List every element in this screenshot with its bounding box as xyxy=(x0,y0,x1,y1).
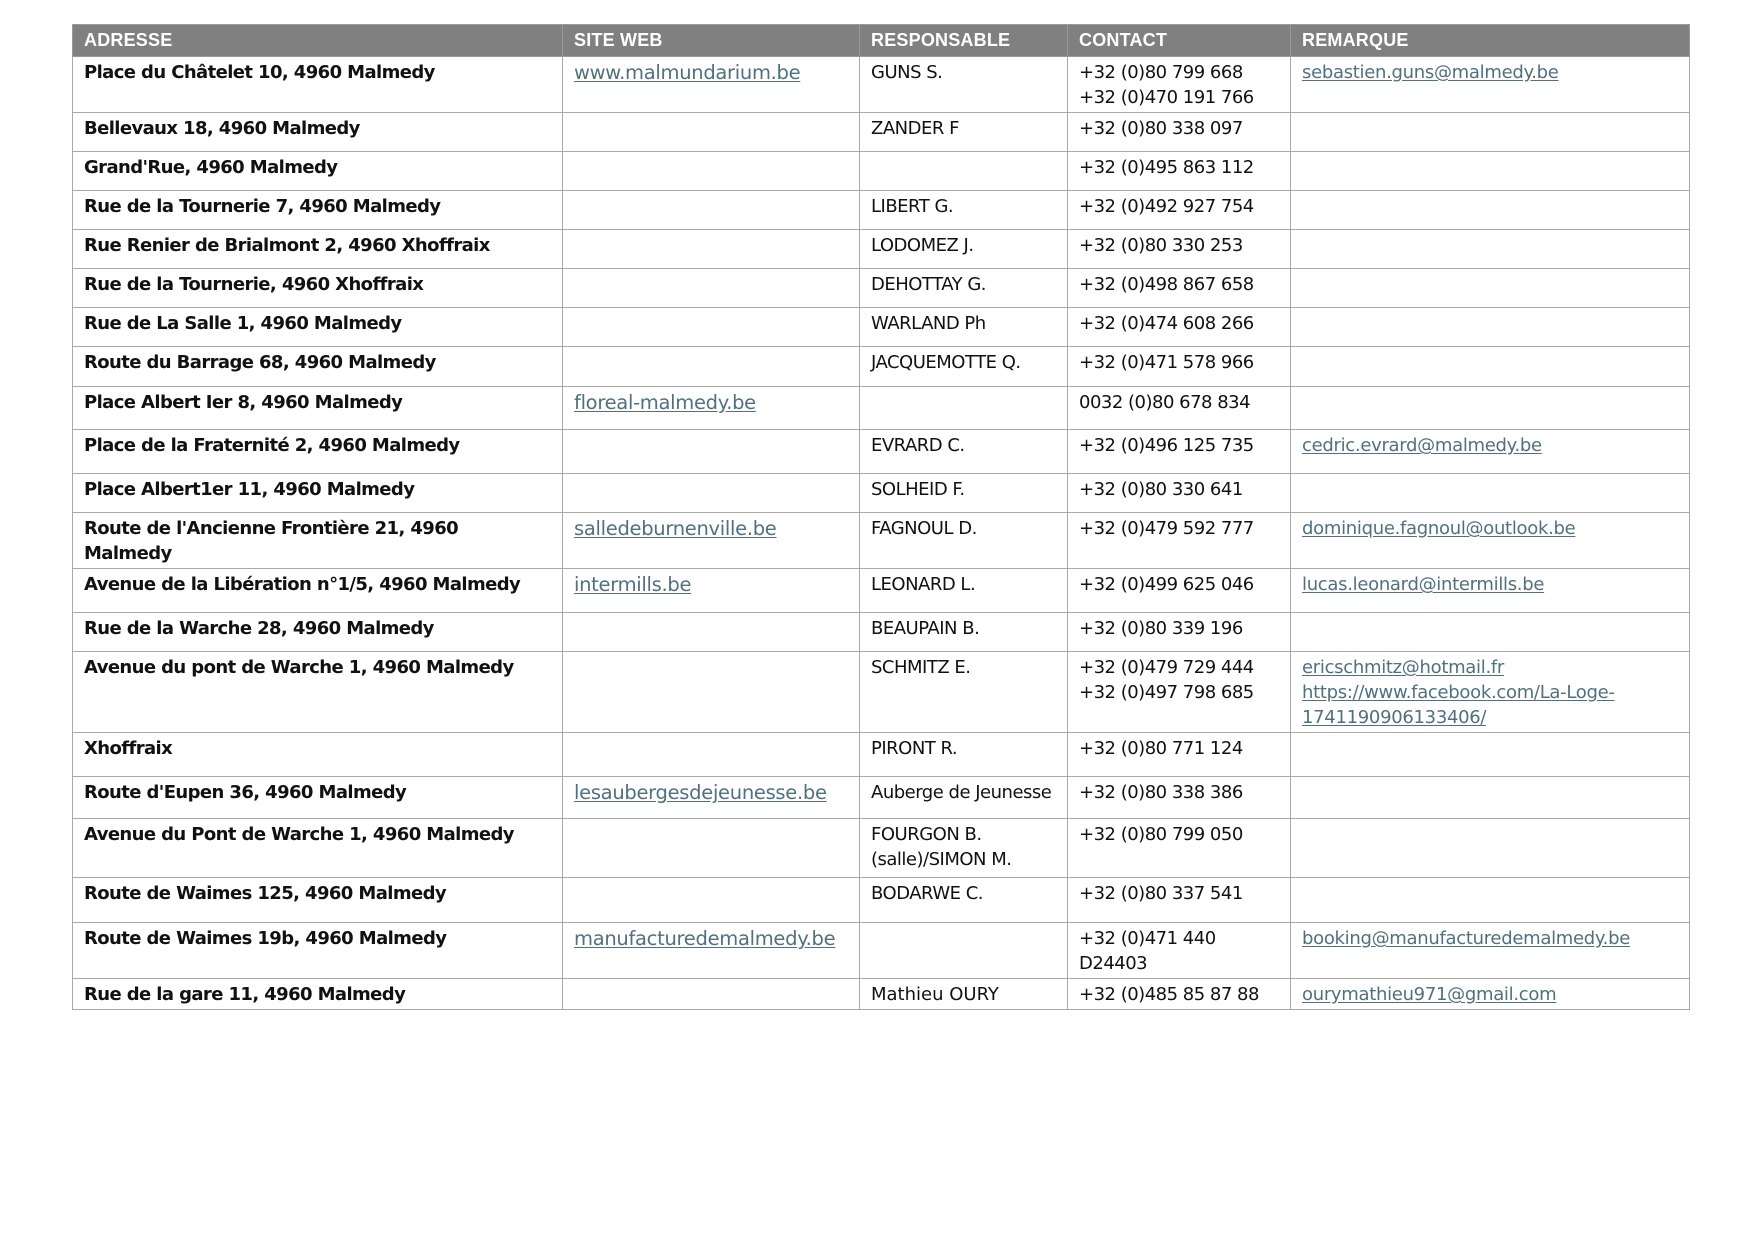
website-cell xyxy=(563,113,860,152)
table-row xyxy=(73,652,1690,733)
table-row xyxy=(73,113,1690,152)
email-link[interactable]: booking@manufacturedemalmedy.be xyxy=(1302,928,1631,949)
phone-number: +32 (0)80 339 196 xyxy=(1079,618,1243,639)
table-row xyxy=(73,474,1690,513)
table-row xyxy=(73,269,1690,308)
manager-cell xyxy=(860,152,1068,191)
table-row xyxy=(73,191,1690,230)
table-row xyxy=(73,513,1690,569)
address-cell: Rue de la Tournerie 7, 4960 Malmedy xyxy=(73,191,563,230)
contact-cell xyxy=(1068,923,1291,979)
remark-cell xyxy=(1291,152,1690,191)
phone-number: +32 (0)479 592 777 xyxy=(1079,518,1254,539)
remark-cell xyxy=(1291,347,1690,387)
remark-cell xyxy=(1291,733,1690,777)
remark-cell xyxy=(1291,569,1690,613)
table-row xyxy=(73,733,1690,777)
website-cell xyxy=(563,979,860,1010)
table-row xyxy=(73,819,1690,878)
manager-cell: SOLHEID F. xyxy=(860,474,1068,513)
website-cell xyxy=(563,230,860,269)
address-cell: Rue Renier de Brialmont 2, 4960 Xhoffraix xyxy=(73,230,563,269)
manager-cell xyxy=(860,387,1068,430)
table-row xyxy=(73,430,1690,474)
facebook-link[interactable]: https://www.facebook.com/La-Loge- xyxy=(1302,682,1615,703)
contact-cell xyxy=(1068,347,1291,387)
phone-number: +32 (0)497 798 685 xyxy=(1079,682,1254,703)
table-row xyxy=(73,387,1690,430)
website-cell xyxy=(563,923,860,979)
table-row xyxy=(73,569,1690,613)
table-row xyxy=(73,347,1690,387)
website-cell xyxy=(563,347,860,387)
header-contact: CONTACT xyxy=(1068,25,1291,57)
remark-cell xyxy=(1291,777,1690,819)
phone-number: +32 (0)485 85 87 88 xyxy=(1079,984,1259,1005)
phone-number: +32 (0)499 625 046 xyxy=(1079,574,1254,595)
website-link[interactable]: lesaubergesdejeunesse.be xyxy=(574,781,827,804)
phone-number: +32 (0)496 125 735 xyxy=(1079,435,1254,456)
manager-cell xyxy=(860,923,1068,979)
manager-cell: BODARWE C. xyxy=(860,878,1068,923)
address-cell: Avenue du Pont de Warche 1, 4960 Malmedy xyxy=(73,819,563,878)
website-cell xyxy=(563,430,860,474)
address-cell: Grand'Rue, 4960 Malmedy xyxy=(73,152,563,191)
manager-cell: Auberge de Jeunesse xyxy=(860,777,1068,819)
remark-cell xyxy=(1291,230,1690,269)
contact-cell xyxy=(1068,777,1291,819)
table-header-row xyxy=(73,25,1690,57)
phone-number: +32 (0)470 191 766 xyxy=(1079,87,1254,108)
contact-cell xyxy=(1068,430,1291,474)
address-cell: Bellevaux 18, 4960 Malmedy xyxy=(73,113,563,152)
phone-number: +32 (0)471 440 D24403 xyxy=(1079,928,1216,974)
remark-cell xyxy=(1291,979,1690,1010)
remark-cell xyxy=(1291,513,1690,569)
website-link[interactable]: intermills.be xyxy=(574,573,692,596)
website-cell xyxy=(563,57,860,113)
header-website: SITE WEB xyxy=(563,25,860,57)
contact-cell xyxy=(1068,979,1291,1010)
website-cell xyxy=(563,191,860,230)
address-cell: Place du Châtelet 10, 4960 Malmedy xyxy=(73,57,563,113)
email-link[interactable]: cedric.evrard@malmedy.be xyxy=(1302,435,1542,456)
address-cell: Xhoffraix xyxy=(73,733,563,777)
table-row xyxy=(73,230,1690,269)
facebook-link-continued[interactable]: 1741190906133406/ xyxy=(1302,707,1487,728)
manager-cell xyxy=(860,819,1068,878)
remark-cell xyxy=(1291,387,1690,430)
contact-cell xyxy=(1068,569,1291,613)
manager-cell: WARLAND Ph xyxy=(860,308,1068,347)
manager-cell: SCHMITZ E. xyxy=(860,652,1068,733)
website-link[interactable]: manufacturedemalmedy.be xyxy=(574,927,836,950)
contact-cell xyxy=(1068,652,1291,733)
address-cell: Route du Barrage 68, 4960 Malmedy xyxy=(73,347,563,387)
manager-cell: LODOMEZ J. xyxy=(860,230,1068,269)
address-cell: Rue de la gare 11, 4960 Malmedy xyxy=(73,979,563,1010)
address-cell: Route de Waimes 125, 4960 Malmedy xyxy=(73,878,563,923)
website-cell xyxy=(563,878,860,923)
remark-cell xyxy=(1291,652,1690,733)
contact-cell xyxy=(1068,387,1291,430)
email-link[interactable]: ericschmitz@hotmail.fr xyxy=(1302,657,1504,678)
phone-number: +32 (0)80 338 386 xyxy=(1079,782,1243,803)
manager-cell: PIRONT R. xyxy=(860,733,1068,777)
website-cell xyxy=(563,819,860,878)
address-cell: Rue de La Salle 1, 4960 Malmedy xyxy=(73,308,563,347)
phone-number: 0032 (0)80 678 834 xyxy=(1079,392,1251,413)
phone-number: +32 (0)80 330 253 xyxy=(1079,235,1243,256)
address-cell: Avenue du pont de Warche 1, 4960 Malmedy xyxy=(73,652,563,733)
address-cell: Rue de la Warche 28, 4960 Malmedy xyxy=(73,613,563,652)
manager-cell: LEONARD L. xyxy=(860,569,1068,613)
manager-name: FOURGON B. xyxy=(871,824,982,845)
address-cell: Route de l'Ancienne Frontière 21, 4960 Malmedy xyxy=(73,513,563,569)
remark-cell xyxy=(1291,923,1690,979)
contact-cell xyxy=(1068,819,1291,878)
phone-number: +32 (0)495 863 112 xyxy=(1079,157,1254,178)
manager-cell: ZANDER F xyxy=(860,113,1068,152)
manager-cell: JACQUEMOTTE Q. xyxy=(860,347,1068,387)
contact-cell xyxy=(1068,733,1291,777)
website-cell xyxy=(563,613,860,652)
table-row xyxy=(73,923,1690,979)
website-cell xyxy=(563,474,860,513)
email-link[interactable]: sebastien.guns@malmedy.be xyxy=(1302,62,1559,83)
remark-cell xyxy=(1291,57,1690,113)
contact-cell xyxy=(1068,191,1291,230)
remark-cell xyxy=(1291,819,1690,878)
table-row xyxy=(73,878,1690,923)
contact-cell xyxy=(1068,230,1291,269)
website-cell xyxy=(563,652,860,733)
remark-cell xyxy=(1291,269,1690,308)
website-cell xyxy=(563,269,860,308)
manager-cell: LIBERT G. xyxy=(860,191,1068,230)
manager-cell: BEAUPAIN B. xyxy=(860,613,1068,652)
website-cell xyxy=(563,152,860,191)
website-link[interactable]: floreal-malmedy.be xyxy=(574,391,756,414)
contact-cell xyxy=(1068,308,1291,347)
contact-cell xyxy=(1068,474,1291,513)
table-row xyxy=(73,57,1690,113)
contact-cell xyxy=(1068,513,1291,569)
contact-cell xyxy=(1068,113,1291,152)
address-cell: Place Albert1er 11, 4960 Malmedy xyxy=(73,474,563,513)
phone-number: +32 (0)474 608 266 xyxy=(1079,313,1254,334)
address-cell: Rue de la Tournerie, 4960 Xhoffraix xyxy=(73,269,563,308)
phone-number: +32 (0)80 799 668 xyxy=(1079,62,1243,83)
address-cell: Place de la Fraternité 2, 4960 Malmedy xyxy=(73,430,563,474)
manager-name: (salle)/SIMON M. xyxy=(871,849,1012,870)
manager-cell: GUNS S. xyxy=(860,57,1068,113)
phone-number: +32 (0)492 927 754 xyxy=(1079,196,1254,217)
header-address: ADRESSE xyxy=(73,25,563,57)
website-link[interactable]: www.malmundarium.be xyxy=(574,61,801,84)
website-cell xyxy=(563,513,860,569)
phone-number: +32 (0)479 729 444 xyxy=(1079,657,1254,678)
website-cell xyxy=(563,569,860,613)
table-row xyxy=(73,308,1690,347)
remark-cell xyxy=(1291,878,1690,923)
website-cell xyxy=(563,733,860,777)
contact-cell xyxy=(1068,613,1291,652)
table-row xyxy=(73,152,1690,191)
contact-cell xyxy=(1068,269,1291,308)
contact-cell xyxy=(1068,152,1291,191)
remark-cell xyxy=(1291,191,1690,230)
phone-number: +32 (0)80 337 541 xyxy=(1079,883,1243,904)
email-link[interactable]: lucas.leonard@intermills.be xyxy=(1302,574,1545,595)
address-cell: Place Albert Ier 8, 4960 Malmedy xyxy=(73,387,563,430)
remark-cell xyxy=(1291,474,1690,513)
manager-cell: Mathieu OURY xyxy=(860,979,1068,1010)
manager-cell: EVRARD C. xyxy=(860,430,1068,474)
address-cell: Route de Waimes 19b, 4960 Malmedy xyxy=(73,923,563,979)
email-link[interactable]: ourymathieu971@gmail.com xyxy=(1302,984,1557,1005)
manager-cell: DEHOTTAY G. xyxy=(860,269,1068,308)
table-row xyxy=(73,979,1690,1010)
phone-number: +32 (0)80 799 050 xyxy=(1079,824,1243,845)
manager-cell: FAGNOUL D. xyxy=(860,513,1068,569)
phone-number: +32 (0)498 867 658 xyxy=(1079,274,1254,295)
contact-cell xyxy=(1068,57,1291,113)
website-cell xyxy=(563,387,860,430)
phone-number: +32 (0)80 338 097 xyxy=(1079,118,1243,139)
address-cell: Avenue de la Libération n°1/5, 4960 Malmedy xyxy=(73,569,563,613)
table-row xyxy=(73,613,1690,652)
email-link[interactable]: dominique.fagnoul@outlook.be xyxy=(1302,518,1576,539)
website-link[interactable]: salledeburnenville.be xyxy=(574,517,777,540)
phone-number: +32 (0)80 771 124 xyxy=(1079,738,1243,759)
remark-cell xyxy=(1291,308,1690,347)
phone-number: +32 (0)471 578 966 xyxy=(1079,352,1254,373)
website-cell xyxy=(563,308,860,347)
address-cell: Route d'Eupen 36, 4960 Malmedy xyxy=(73,777,563,819)
remark-cell xyxy=(1291,113,1690,152)
remark-cell xyxy=(1291,430,1690,474)
website-cell xyxy=(563,777,860,819)
header-remark: REMARQUE xyxy=(1291,25,1690,57)
contact-cell xyxy=(1068,878,1291,923)
contacts-table xyxy=(72,24,1690,1010)
phone-number: +32 (0)80 330 641 xyxy=(1079,479,1243,500)
header-manager: RESPONSABLE xyxy=(860,25,1068,57)
remark-cell xyxy=(1291,613,1690,652)
table-row xyxy=(73,777,1690,819)
